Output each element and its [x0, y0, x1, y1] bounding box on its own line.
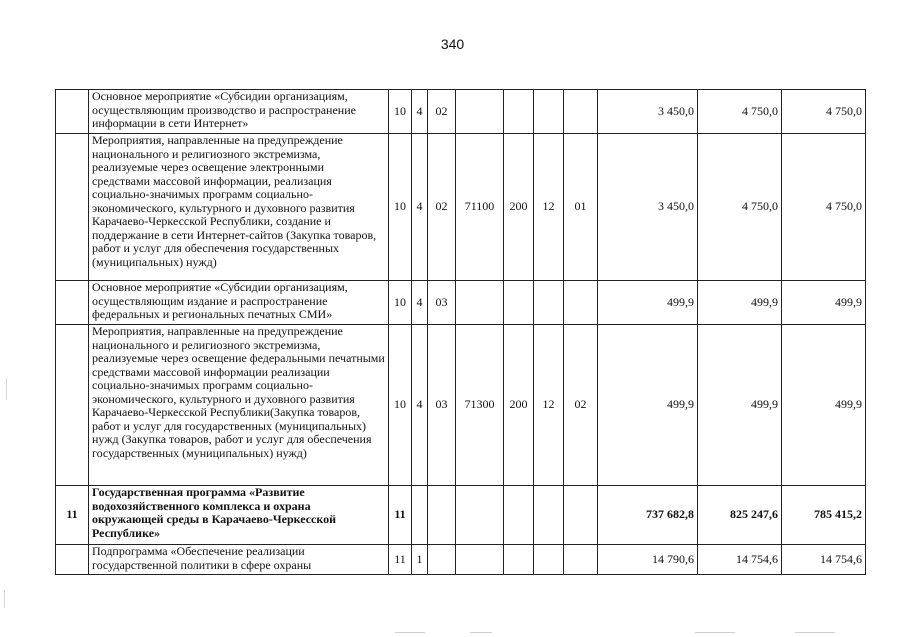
- amount-year-3: 14 754,6: [782, 545, 866, 575]
- program-code: 11: [389, 486, 412, 545]
- row-name: Подпрограмма «Обеспечение реализации государственной политики в сфере охраны: [89, 545, 389, 575]
- row-number: [56, 325, 89, 486]
- section-code: [534, 486, 564, 545]
- row-number: 11: [56, 486, 89, 545]
- amount-year-2: 4 750,0: [698, 134, 782, 281]
- amount-year-2: 4 750,0: [698, 90, 782, 134]
- section-code: [534, 281, 564, 325]
- table-row: [56, 281, 866, 325]
- direction-code: [456, 281, 504, 325]
- amount-year-2: 499,9: [698, 325, 782, 486]
- section-code: [534, 90, 564, 134]
- expense-type-code: [504, 545, 534, 575]
- subsection-code: 02: [564, 325, 598, 486]
- section-code: [534, 545, 564, 575]
- activity-code: 03: [428, 281, 456, 325]
- budget-table: [55, 89, 866, 575]
- subprogram-code: 4: [412, 134, 428, 281]
- direction-code: [456, 545, 504, 575]
- expense-type-code: [504, 486, 534, 545]
- subsection-code: [564, 486, 598, 545]
- row-name: Мероприятия, направленные на предупреждение национального и религиозного экстремизма, реализуемые через освещение федеральными печатными средствами массовой информации реализации социально-значимых программ социально-экономического, культурного и духовного развития Карачаево-Черкесской Республики(Закупка товаров, работ и услуг для государственных (муниципальных) нужд (Закупка товаров, работ и услуг для обеспечения государственных (муниципальных) нужд): [89, 325, 389, 486]
- scan-edge-mark: [395, 632, 425, 633]
- page-number: 340: [440, 36, 465, 52]
- budget-table-body: [56, 90, 866, 575]
- table-row: [56, 325, 866, 486]
- direction-code: [456, 486, 504, 545]
- expense-type-code: 200: [504, 325, 534, 486]
- program-code: 10: [389, 90, 412, 134]
- subprogram-code: 1: [412, 545, 428, 575]
- scan-edge-mark: [795, 632, 835, 633]
- amount-year-1: 3 450,0: [598, 90, 698, 134]
- amount-year-3: 4 750,0: [782, 134, 866, 281]
- amount-year-1: 499,9: [598, 281, 698, 325]
- expense-type-code: [504, 90, 534, 134]
- amount-year-2: 825 247,6: [698, 486, 782, 545]
- row-name: Мероприятия, направленные на предупреждение национального и религиозного экстремизма, реализуемые через освещение электронными средствами массовой информации, реализация социально-значимых программ социально-экономического, культурного и духовного развития Карачаево-Черкесской Республики, создание и поддержание в сети Интернет-сайтов (Закупка товаров, работ и услуг для обеспечения государственных (муниципальных) нужд): [89, 134, 389, 281]
- direction-code: 71300: [456, 325, 504, 486]
- section-code: 12: [534, 325, 564, 486]
- amount-year-2: 499,9: [698, 281, 782, 325]
- program-code: 10: [389, 281, 412, 325]
- subsection-code: 01: [564, 134, 598, 281]
- subprogram-code: 4: [412, 90, 428, 134]
- program-code: 11: [389, 545, 412, 575]
- activity-code: 02: [428, 134, 456, 281]
- row-name: Основное мероприятие «Субсидии организациям, осуществляющим издание и распространение федеральных и региональных печатных СМИ»: [89, 281, 389, 325]
- amount-year-3: 499,9: [782, 281, 866, 325]
- table-row: [56, 545, 866, 575]
- subprogram-code: 4: [412, 325, 428, 486]
- amount-year-1: 14 790,6: [598, 545, 698, 575]
- scan-margin-mark: [6, 378, 7, 400]
- scan-edge-mark: [695, 632, 735, 633]
- subsection-code: [564, 281, 598, 325]
- subsection-code: [564, 545, 598, 575]
- row-name: Основное мероприятие «Субсидии организациям, осуществляющим производство и распространение информации в сети Интернет»: [89, 90, 389, 134]
- amount-year-3: 785 415,2: [782, 486, 866, 545]
- activity-code: [428, 486, 456, 545]
- row-number: [56, 90, 89, 134]
- program-code: 10: [389, 134, 412, 281]
- row-number: [56, 281, 89, 325]
- activity-code: 02: [428, 90, 456, 134]
- expense-type-code: 200: [504, 134, 534, 281]
- amount-year-1: 737 682,8: [598, 486, 698, 545]
- scan-margin-mark: [4, 590, 5, 608]
- row-number: [56, 545, 89, 575]
- scan-edge-mark: [470, 632, 492, 633]
- activity-code: 03: [428, 325, 456, 486]
- amount-year-1: 3 450,0: [598, 134, 698, 281]
- row-name: Государственная программа «Развитие водохозяйственного комплекса и охрана окружающей среды в Карачаево-Черкесской Республике»: [89, 486, 389, 545]
- table-row: [56, 486, 866, 545]
- table-row: [56, 90, 866, 134]
- subprogram-code: 4: [412, 281, 428, 325]
- subprogram-code: [412, 486, 428, 545]
- direction-code: 71100: [456, 134, 504, 281]
- activity-code: [428, 545, 456, 575]
- section-code: 12: [534, 134, 564, 281]
- row-number: [56, 134, 89, 281]
- amount-year-3: 499,9: [782, 325, 866, 486]
- amount-year-2: 14 754,6: [698, 545, 782, 575]
- program-code: 10: [389, 325, 412, 486]
- expense-type-code: [504, 281, 534, 325]
- table-row: [56, 134, 866, 281]
- direction-code: [456, 90, 504, 134]
- subsection-code: [564, 90, 598, 134]
- amount-year-1: 499,9: [598, 325, 698, 486]
- amount-year-3: 4 750,0: [782, 90, 866, 134]
